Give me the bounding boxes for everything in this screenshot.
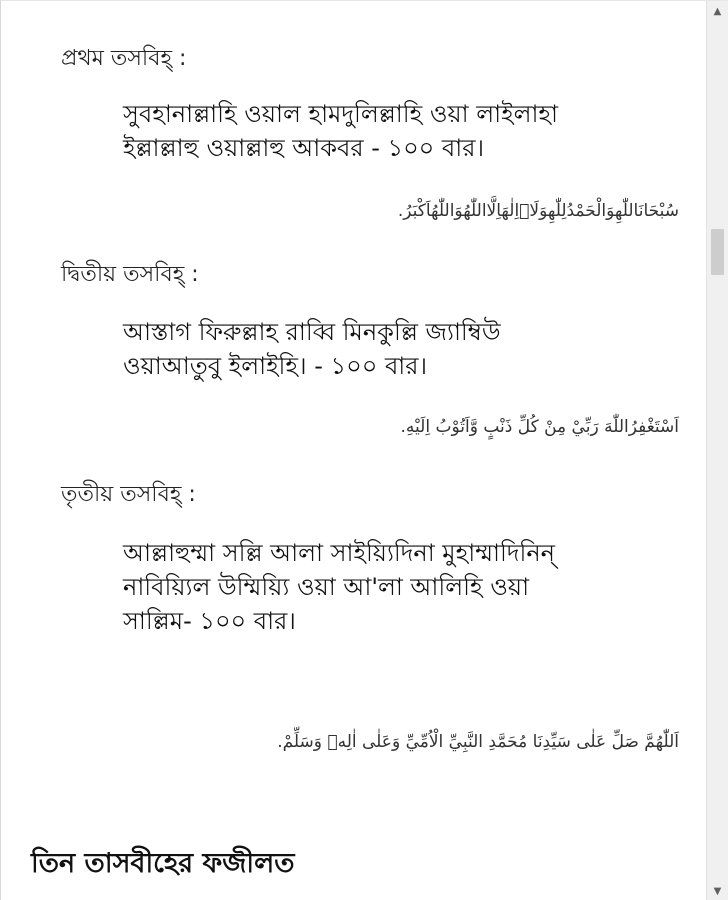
- tasbih-2-heading: দ্বিতীয় তসবিহ্ :: [61, 262, 199, 287]
- tasbih-1-text: [123, 97, 643, 165]
- tasbih-2-arabic: اَسْتَغْفِرُاللّٰهَ رَبِّيْ مِنْ كُلِّ ذَنْبٍ وَّاَتُوْبُ اِلَيْهِ.: [400, 417, 679, 437]
- fazilat-section-title: তিন তাসবীহের ফজীলত: [31, 848, 295, 879]
- tasbih-3-line-1: আল্লাহুম্মা সল্লি আলা সাইয়্যিদিনা মুহাম্মাদিনিন্: [123, 539, 555, 567]
- tasbih-2-line-1: আস্তাগ ফিরুল্লাহ রাব্বি মিনকুল্লি জ্যাম্বিউ: [123, 318, 501, 346]
- tasbih-3-arabic: اَللّٰهُمَّ صَلِّ عَلٰى سَيِّدِنَا مُحَمَّدِ النَّبِيِّ الْاُمِّيِّ وَعَلٰى اٰلِهٖ وَسَلِّمْ.: [277, 732, 679, 752]
- tasbih-3-text: [123, 536, 643, 638]
- tasbih-2-text: [123, 315, 643, 383]
- vertical-scrollbar[interactable]: [706, 1, 728, 900]
- tasbih-1-arabic: سُبْحَانَاللّٰهِوَالْحَمْدُلِلّٰهِوَلَاۤاِلٰهَاِلَّااللّٰهُوَاللّٰهُاَكْبَرُ.: [397, 201, 679, 221]
- tasbih-3-line-3: সাল্লিম- ১০০ বার।: [123, 607, 296, 635]
- scroll-down-icon[interactable]: ▼: [713, 885, 722, 897]
- tasbih-2-line-2: ওয়াআতুবু ইলাইহি। - ১০০ বার।: [123, 352, 428, 380]
- tasbih-3-heading: তৃতীয় তসবিহ্ :: [61, 482, 196, 507]
- tasbih-1-line-1: সুবহানাল্লাহি ওয়াল হামদুলিল্লাহি ওয়া লাইলাহা: [123, 100, 558, 128]
- tasbih-1-heading: প্রথম তসবিহ্ :: [61, 46, 187, 71]
- tasbih-1-line-2: ইল্লাল্লাহু ওয়াল্লাহু আকবর - ১০০ বার।: [123, 134, 485, 162]
- scroll-thumb[interactable]: [711, 229, 724, 275]
- tasbih-3-line-2: নাবিয়্যিল উম্মিয়্যি ওয়া আ'লা আলিহি ওয়া: [123, 573, 530, 601]
- scroll-up-icon[interactable]: ▲: [713, 5, 722, 17]
- document-content: [1, 1, 707, 900]
